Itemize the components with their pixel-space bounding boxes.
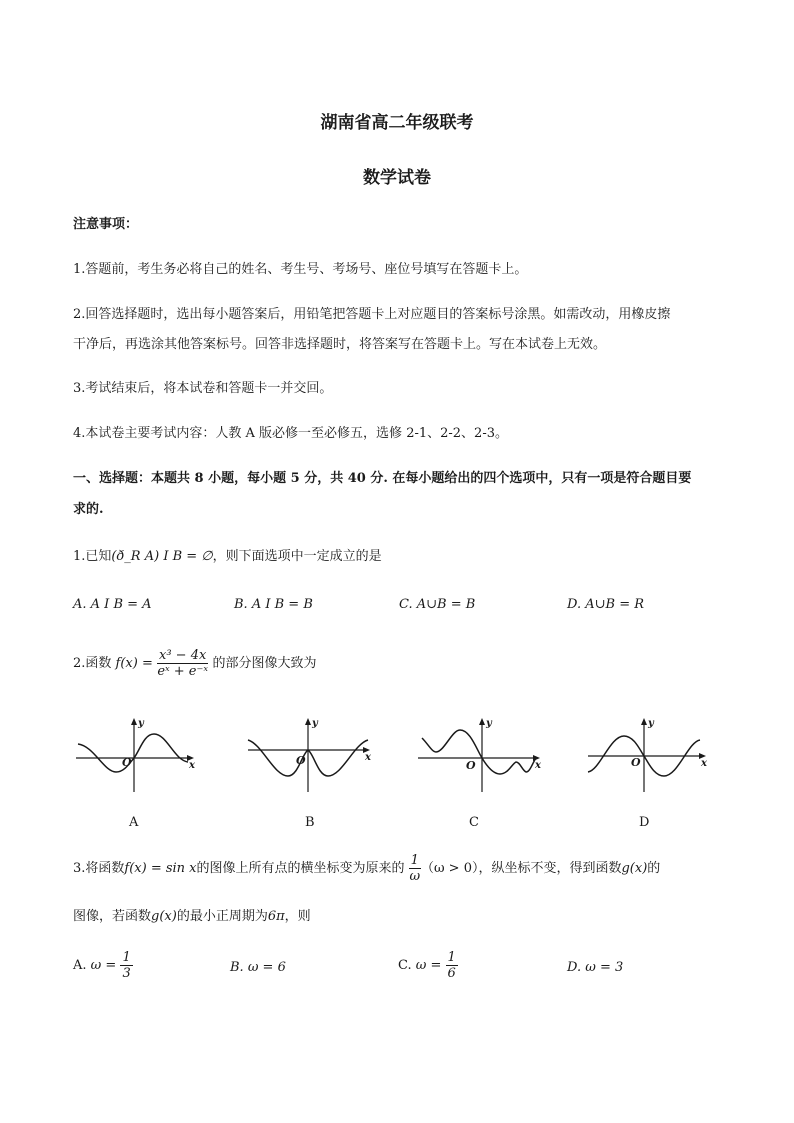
q3-option-b: B. ω = 6 xyxy=(230,960,286,975)
q3-mid: 的图像上所有点的横坐标变为原来的 xyxy=(196,861,405,876)
q2-fraction xyxy=(157,648,208,679)
y-label: y xyxy=(138,718,144,729)
q2-suffix: 的部分图像大致为 xyxy=(212,656,317,671)
y-arrow-icon xyxy=(479,718,485,725)
x-label: x xyxy=(189,760,195,771)
page-title: 湖南省高二年级联考 xyxy=(320,113,474,133)
origin-label: O xyxy=(466,759,476,772)
q3-line2-end: ，则 xyxy=(284,909,311,924)
notice-heading: 注意事项： xyxy=(73,217,139,232)
q3-option-c xyxy=(398,950,458,981)
origin-label: O xyxy=(296,754,306,767)
graph-b xyxy=(244,714,374,794)
q3-line2-prefix: 图像，若函数 xyxy=(73,909,152,924)
q3-option-a xyxy=(73,950,133,981)
q2-prefix: 2.函数 xyxy=(73,656,112,671)
q3-end: 的 xyxy=(647,861,661,876)
q2-numerator: x³ − 4x xyxy=(159,648,207,663)
q3-g: g(x) xyxy=(621,861,648,876)
question-2 xyxy=(73,648,316,679)
q3-line2-g: g(x) xyxy=(151,909,177,924)
notice-item-2: 2.回答选择题时，选出每小题答案后，用铅笔把答题卡上对应题目的答案标号涂黑。如需改动，用橡皮擦 xyxy=(73,307,671,322)
y-arrow-icon xyxy=(131,718,137,725)
x-label: x xyxy=(535,760,541,771)
q1-option-c: C. A∪B = B xyxy=(399,597,476,612)
graph-c xyxy=(414,714,544,794)
q3-option-a-fraction xyxy=(120,950,132,981)
q3-option-c-prefix: C. xyxy=(398,958,412,973)
q3-frac-den: ω xyxy=(409,869,421,884)
y-arrow-icon xyxy=(641,718,647,725)
q3-option-c-fraction xyxy=(446,950,458,981)
page-subtitle: 数学试卷 xyxy=(363,168,431,188)
q3-fraction xyxy=(409,853,421,884)
q3-option-a-var: ω = xyxy=(90,958,117,973)
y-arrow-icon xyxy=(305,718,311,725)
q3-option-a-num: 1 xyxy=(122,950,131,965)
section-heading-cont: 求的. xyxy=(73,502,104,517)
section-heading: 一、选择题：本题共 8 小题，每小题 5 分，共 40 分. 在每小题给出的四个选项中，只有一项是符合题目要 xyxy=(73,471,692,486)
notice-item-4: 4.本试卷主要考试内容：人教 A 版必修一至必修五，选修 2-1、2-2、2-3。 xyxy=(73,426,508,441)
graph-d xyxy=(584,714,709,794)
q3-func: f(x) = sin x xyxy=(124,861,197,876)
q3-prefix: 3.将函数 xyxy=(73,861,125,876)
q1-prefix: 1.已知 xyxy=(73,549,112,564)
q3-option-c-var: ω = xyxy=(415,958,442,973)
graph-a xyxy=(72,714,197,794)
curve xyxy=(422,730,536,774)
notice-item-2-cont: 干净后，再选涂其他答案标号。回答非选择题时，将答案写在答题卡上。写在本试卷上无效。 xyxy=(73,337,607,352)
q1-option-d: D. A∪B = R xyxy=(567,597,645,612)
q3-condition: （ω > 0），纵坐标不变，得到函数 xyxy=(420,861,622,876)
q1-expression: (ð_R A) I B = ∅ xyxy=(111,549,213,564)
q3-option-a-prefix: A. xyxy=(73,958,87,973)
q3-option-a-den: 3 xyxy=(122,966,131,981)
q1-option-a: A. A I B = A xyxy=(73,597,152,612)
y-label: y xyxy=(312,718,318,729)
question-1 xyxy=(73,545,382,564)
notice-item-1: 1.答题前，考生务必将自己的姓名、考生号、考场号、座位号填写在答题卡上。 xyxy=(73,262,528,277)
graph-c-label: C xyxy=(469,815,479,830)
notice-item-3: 3.考试结束后，将本试卷和答题卡一并交回。 xyxy=(73,381,333,396)
origin-label: O xyxy=(631,756,641,769)
graph-b-label: B xyxy=(305,815,315,830)
question-3-cont xyxy=(73,905,311,924)
x-label: x xyxy=(365,752,371,763)
x-label: x xyxy=(701,758,707,769)
q3-option-d: D. ω = 3 xyxy=(567,960,624,975)
y-label: y xyxy=(486,718,492,729)
q3-line2-mid: 的最小正周期为 xyxy=(176,909,268,924)
q2-func: f(x) = xyxy=(115,656,153,671)
q1-suffix: ，则下面选项中一定成立的是 xyxy=(212,549,382,564)
q2-denominator: eˣ + e⁻ˣ xyxy=(157,664,208,679)
q3-option-c-num: 1 xyxy=(447,950,456,965)
curve xyxy=(78,734,188,772)
origin-label: O xyxy=(122,756,132,769)
graph-a-label: A xyxy=(129,815,139,830)
q3-period: 6π xyxy=(267,909,285,924)
question-3 xyxy=(73,853,660,884)
graph-d-label: D xyxy=(639,815,650,830)
q3-frac-num: 1 xyxy=(410,853,419,868)
q3-option-c-den: 6 xyxy=(447,966,456,981)
q1-option-b: B. A I B = B xyxy=(234,597,313,612)
y-label: y xyxy=(648,718,654,729)
